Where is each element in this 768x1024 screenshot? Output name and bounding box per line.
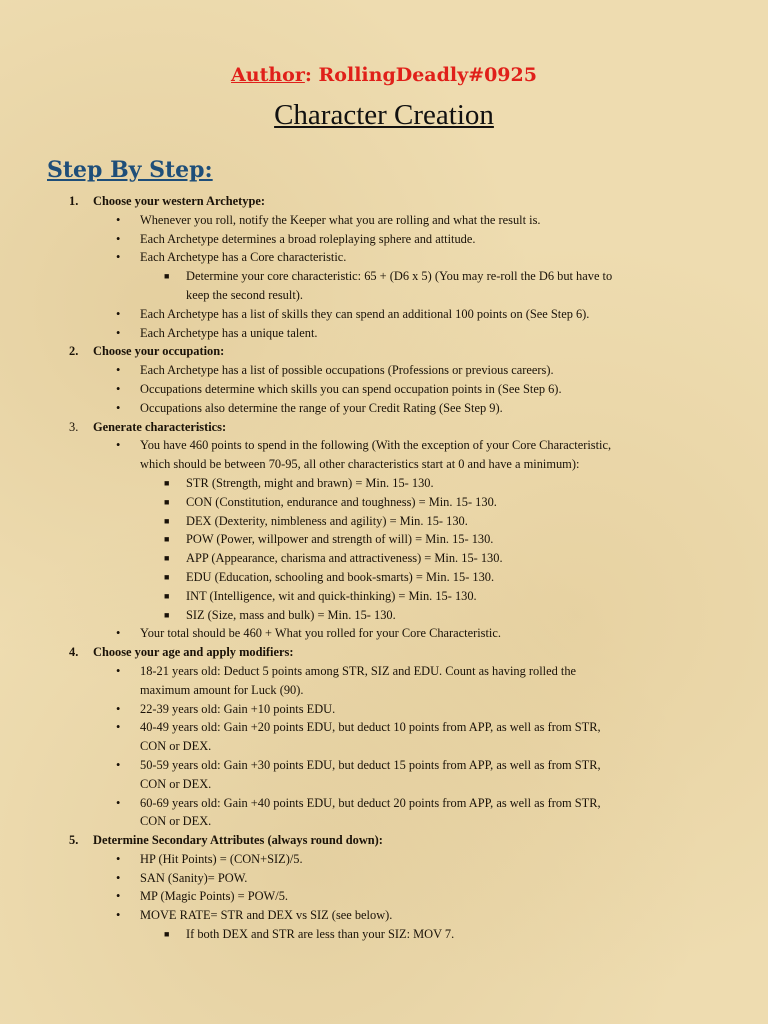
- bullet-icon: •: [116, 212, 121, 227]
- bullet-icon: •: [116, 757, 121, 772]
- sub-list-item-cont: keep the second result).: [186, 287, 303, 302]
- square-bullet-icon: ■: [164, 590, 170, 601]
- square-bullet-icon: ■: [164, 477, 170, 488]
- list-item-cont: which should be between 70-95, all other characteristics start at 0 and have a minimum):: [140, 457, 580, 472]
- step-heading: 1. Choose your western Archetype:: [69, 194, 265, 208]
- author-separator: :: [304, 64, 319, 86]
- bullet-icon: •: [116, 851, 121, 866]
- list-item-cont: maximum amount for Luck (90).: [140, 682, 304, 697]
- square-bullet-icon: ■: [164, 571, 170, 582]
- author-line: [0, 64, 768, 86]
- list-item: • Occupations also determine the range of your Credit Rating (See Step 9).: [0, 399, 768, 418]
- step-heading: 4. Choose your age and apply modifiers:: [69, 645, 294, 660]
- section-heading: Step By Step:: [47, 157, 213, 183]
- square-bullet-icon: ■: [164, 271, 170, 282]
- bullet-icon: •: [116, 663, 121, 678]
- bullet-icon: •: [116, 325, 121, 340]
- steps-list: [0, 192, 768, 944]
- list-item: • HP (Hit Points) = (CON+SIZ)/5.: [0, 850, 768, 869]
- square-bullet-icon: ■: [164, 553, 170, 564]
- list-item-cont: CON or DEX.: [140, 776, 212, 791]
- list-item-cont: CON or DEX.: [140, 739, 212, 754]
- list-item: • 22-39 years old: Gain +10 points EDU.: [0, 700, 768, 719]
- bullet-icon: •: [116, 720, 121, 735]
- page-title: Character Creation: [274, 99, 494, 131]
- bullet-icon: •: [116, 438, 121, 453]
- list-item: • Each Archetype has a list of skills they can spend an additional 100 points on (See Step 6).: [0, 305, 768, 324]
- sub-list-item: ■ INT (Intelligence, wit and quick-thinking) = Min. 15- 130.: [0, 587, 768, 606]
- square-bullet-icon: ■: [164, 496, 170, 507]
- author-label: Author: [231, 64, 305, 86]
- sub-list-item: ■ STR (Strength, might and brawn) = Min. 15- 130.: [0, 474, 768, 493]
- author-name: RollingDeadly#0925: [318, 64, 537, 86]
- list-item: • Occupations determine which skills you can spend occupation points in (See Step 6).: [0, 380, 768, 399]
- sub-list-item: ■ EDU (Education, schooling and book-smarts) = Min. 15- 130.: [0, 568, 768, 587]
- bullet-icon: •: [116, 306, 121, 321]
- bullet-icon: •: [116, 889, 121, 904]
- bullet-icon: •: [116, 626, 121, 641]
- bullet-icon: •: [116, 250, 121, 265]
- square-bullet-icon: ■: [164, 929, 170, 940]
- list-item: • You have 460 points to spend in the following (With the exception of your Core Characteristic,: [0, 436, 768, 455]
- sub-list-item: ■ POW (Power, willpower and strength of will) = Min. 15- 130.: [0, 530, 768, 549]
- sub-list-item: ■ Determine your core characteristic: 65 + (D6 x 5) (You may re-roll the D6 but have to: [0, 267, 768, 286]
- bullet-icon: •: [116, 363, 121, 378]
- square-bullet-icon: ■: [164, 515, 170, 526]
- list-item: • SAN (Sanity)= POW.: [0, 869, 768, 888]
- bullet-icon: •: [116, 870, 121, 885]
- list-item: • MP (Magic Points) = POW/5.: [0, 887, 768, 906]
- list-item: • Each Archetype has a unique talent.: [0, 324, 768, 343]
- list-item: • Each Archetype has a list of possible occupations (Professions or previous careers).: [0, 361, 768, 380]
- list-item-cont: CON or DEX.: [140, 814, 212, 829]
- sub-list-item: ■ APP (Appearance, charisma and attractiveness) = Min. 15- 130.: [0, 549, 768, 568]
- sub-list-item: ■ If both DEX and STR are less than your SIZ: MOV 7.: [0, 925, 768, 944]
- square-bullet-icon: ■: [164, 609, 170, 620]
- bullet-icon: •: [116, 400, 121, 415]
- list-item: • Each Archetype determines a broad roleplaying sphere and attitude.: [0, 230, 768, 249]
- list-item: • 18-21 years old: Deduct 5 points among STR, SIZ and EDU. Count as having rolled the: [0, 662, 768, 681]
- bullet-icon: •: [116, 908, 121, 923]
- bullet-icon: •: [116, 381, 121, 396]
- sub-list-item: ■ SIZ (Size, mass and bulk) = Min. 15- 130.: [0, 606, 768, 625]
- step-heading: 3. Generate characteristics:: [69, 419, 227, 434]
- step-heading: 5. Determine Secondary Attributes (always round down):: [69, 833, 383, 848]
- square-bullet-icon: ■: [164, 534, 170, 545]
- list-item: • Whenever you roll, notify the Keeper what you are rolling and what the result is.: [0, 211, 768, 230]
- sub-list-item: ■ CON (Constitution, endurance and toughness) = Min. 15- 130.: [0, 493, 768, 512]
- sub-list-item: ■ DEX (Dexterity, nimbleness and agility) = Min. 15- 130.: [0, 512, 768, 531]
- list-item: • Each Archetype has a Core characteristic.: [0, 248, 768, 267]
- step-heading: 2. Choose your occupation:: [69, 344, 225, 359]
- bullet-icon: •: [116, 701, 121, 716]
- bullet-icon: •: [116, 231, 121, 246]
- list-item: • 40-49 years old: Gain +20 points EDU, but deduct 10 points from APP, as well as from STR,: [0, 718, 768, 737]
- bullet-icon: •: [116, 795, 121, 810]
- list-item: • MOVE RATE= STR and DEX vs SIZ (see below).: [0, 906, 768, 925]
- list-item: • Your total should be 460 + What you rolled for your Core Characteristic.: [0, 624, 768, 643]
- list-item: • 50-59 years old: Gain +30 points EDU, but deduct 15 points from APP, as well as from STR,: [0, 756, 768, 775]
- list-item: • 60-69 years old: Gain +40 points EDU, but deduct 20 points from APP, as well as from STR,: [0, 794, 768, 813]
